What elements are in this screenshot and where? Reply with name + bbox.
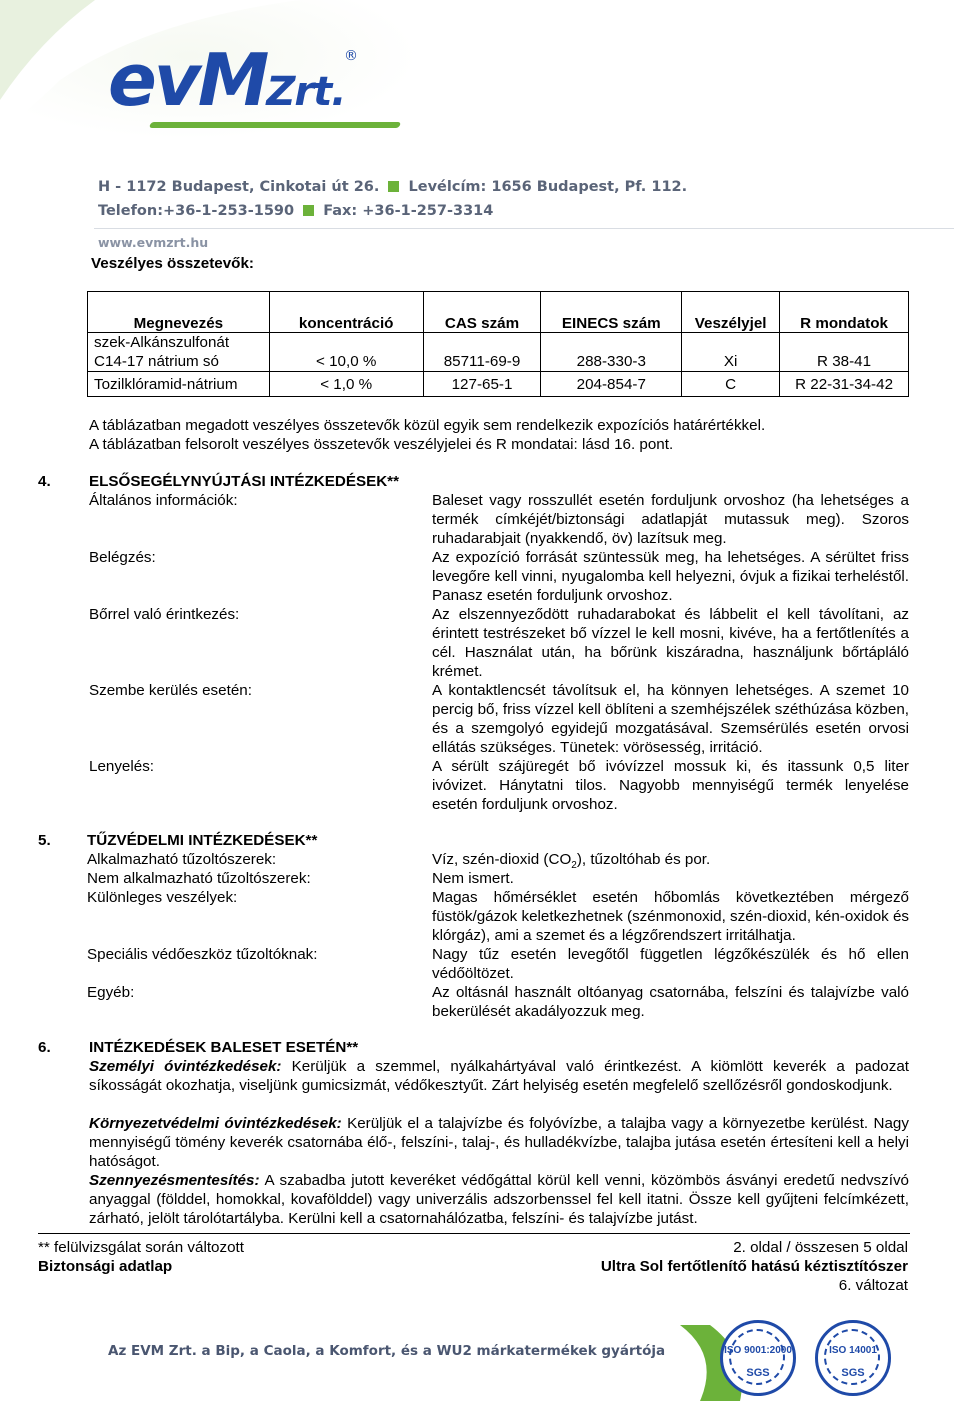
table-header-row <box>88 292 909 333</box>
column-header: koncentráció <box>269 292 423 333</box>
fire-text: Nagy tűz esetén levegőtől független légzőkészülék és hő ellen védőöltözet. <box>432 946 909 982</box>
first-aid-label: Bőrrel való érintkezés: <box>89 606 240 623</box>
environmental-precautions <box>89 1114 909 1171</box>
header-divider <box>94 228 954 229</box>
fax-text: Fax: +36-1-257-3314 <box>323 203 494 219</box>
paragraph-label: Környezetvédelmi óvintézkedések: <box>89 1115 342 1132</box>
component-name-line: szek-Alkánszulfonát <box>94 334 230 351</box>
logo-underline <box>149 122 401 128</box>
first-aid-label: Lenyelés: <box>89 758 155 775</box>
company-logo <box>108 38 346 122</box>
address-text: H - 1172 Budapest, Cinkotai út 26. <box>98 179 380 195</box>
fire-label: Speciális védőeszköz tűzoltóknak: <box>87 946 318 963</box>
column-header: R mondatok <box>780 292 909 333</box>
first-aid-text: A sérült szájüregét bő ivóvízzel mossuk ki, és itassunk 0,5 liter ivóvizet. Hánytatni tilos. Nagyobb mennyiségű termék lenyelése esetén forduljunk orvoshoz. <box>432 758 909 813</box>
iso-9001-badge <box>720 1320 796 1396</box>
fire-text: Nem ismert. <box>432 870 514 887</box>
product-name: Ultra Sol fertőtlenítő hatású kéztisztítószer <box>600 1258 908 1275</box>
iso-14001-badge <box>815 1320 891 1396</box>
table-row <box>88 333 909 372</box>
table-cell: R 22-31-34-42 <box>780 372 909 397</box>
table-cell <box>88 333 270 372</box>
hazardous-components-table <box>87 291 909 397</box>
table-cell: Tozilklóramid-nátrium <box>88 372 270 397</box>
badge-iso-text: ISO 14001 <box>829 1345 877 1356</box>
exposure-note: A táblázatban megadott veszélyes összetevők közül egyik sem rendelkezik expozíciós határértékkel. <box>89 417 766 434</box>
green-square-icon <box>388 181 399 192</box>
fire-text: Az oltásnál használt oltóanyag csatornába, felszíni és talajvízbe való bekerülését akadályozzuk meg. <box>432 984 909 1020</box>
logo-suffix: Zrt. <box>266 69 346 115</box>
first-aid-text: Az elszennyeződött ruhadarabokat és lábbelit el kell távolítani, az érintett testrészeket bő vízzel le kell mosni, kivéve, ha a fertőtlenítés a cél. Használat után, ha bőrünk kiszáradna, használjunk bőrtápláló krémet. <box>432 606 909 680</box>
r-phrase-note: A táblázatban felsorolt veszélyes összetevők veszélyjelei és R mondatai: lásd 16. pont. <box>89 436 674 453</box>
subscript: 2 <box>571 860 577 872</box>
table-cell: 85711-69-9 <box>423 333 541 372</box>
first-aid-label: Általános információk: <box>89 492 238 509</box>
personal-precautions <box>89 1057 909 1095</box>
logo-main-text: evM <box>108 38 267 122</box>
fire-label: Alkalmazható tűzoltószerek: <box>87 851 277 868</box>
hazardous-title: Veszélyes összetevők: <box>91 255 254 272</box>
section-number: 4. <box>38 473 51 490</box>
table-cell: 288-330-3 <box>541 333 682 372</box>
phone-text: Telefon:+36-1-253-1590 <box>98 203 295 219</box>
badge-iso-text: ISO 9001:2000 <box>724 1345 792 1356</box>
paragraph-text: Kerüljük a szemmel, nyálkahártyával való érintkezést. A kiömlött keverék a padozat síkosságát okozhatja, viseljünk gumicsizmát, védőkesztyűt. Zárt helyiség esetén megfelelő szellőzésről gondoskodjunk. <box>89 1058 910 1094</box>
table-cell: Xi <box>682 333 780 372</box>
website-link[interactable]: www.evmzrt.hu <box>98 235 209 250</box>
column-header: Veszélyjel <box>682 292 780 333</box>
component-name-line: C14-17 nátrium só <box>94 353 219 370</box>
first-aid-text: A kontaktlencsét távolítsuk el, ha könnyen lehetséges. A szemet 10 percig bő, friss vízzel kell öblíteni a szemhéjszélek széthúzása közben, és a szemgolyó egyidejű mozgatásával. Szemsérülés esetén orvosi ellátás szükséges. Tünetek: vörösesség, irritáció. <box>432 682 909 756</box>
paragraph-text: Kerüljük el a talajvízbe és folyóvízbe, a talajba vagy a környezetbe kerülést. Nagy mennyiségű tömény keverék csatornába élő-, felszíni-, talaj-, és hulladékvízbe, talajba jutása esetén értesíteni kell a helyi hatóságot. <box>89 1115 909 1170</box>
first-aid-text: Baleset vagy rosszullét esetén forduljunk orvoshoz (ha lehetséges a termék címkéjét/biztonsági adatlapját mutassuk meg). Szoros ruhadarabjait (nyakkendő, öv) lazítsuk meg. <box>432 492 909 547</box>
fire-text-part: ), tűzoltóhab és por. <box>576 851 711 868</box>
footer-note: ** felülvizsgálat során változott <box>38 1239 244 1256</box>
table-cell: 127-65-1 <box>423 372 541 397</box>
badge-sgs-text: SGS <box>841 1367 865 1379</box>
section-number: 5. <box>38 832 51 849</box>
section-number: 6. <box>38 1039 51 1056</box>
section-title: ELSŐSEGÉLYNYÚJTÁSI INTÉZKEDÉSEK** <box>89 473 400 490</box>
registered-mark: ® <box>344 48 358 64</box>
first-aid-label: Belégzés: <box>89 549 156 566</box>
paragraph-label: Szennyezésmentesítés: <box>89 1172 260 1189</box>
phone-line <box>98 203 493 219</box>
column-header: Megnevezés <box>88 292 270 333</box>
green-square-icon <box>303 205 314 216</box>
mail-address-text: Levélcím: 1656 Budapest, Pf. 112. <box>408 179 688 195</box>
badge-sgs-text: SGS <box>746 1367 770 1379</box>
fire-text: Magas hőmérséklet esetén hőbomlás következtében mérgező füstök/gázok keletkezhetnek (szénmonoxid, szén-dioxid, kén-oxidok és klórgáz), ami a szemet és a légzőrendszert irritálhatja. <box>432 889 909 944</box>
section-title: TŰZVÉDELMI INTÉZKEDÉSEK** <box>87 832 318 849</box>
column-header: CAS szám <box>423 292 541 333</box>
fire-label: Különleges veszélyek: <box>87 889 238 906</box>
paragraph-text: A szabadba jutott keveréket védőgáttal körül kell venni, közömbös ásványi eredetű nedvszívó anyaggal (földdel, homokkal, kovafölddel) vagy univerzális adszorbenssel fel kell itatni. Össze kell gyűjteni felcímkézett, zárható, jelölt tárolótartályba. Kerülni kell a csatornahálózatba, felszíni- és talajvízbe jutást. <box>89 1172 909 1227</box>
column-header: EINECS szám <box>541 292 682 333</box>
first-aid-label: Szembe kerülés esetén: <box>89 682 252 699</box>
section-title: INTÉZKEDÉSEK BALESET ESETÉN** <box>89 1039 359 1056</box>
table-cell: < 1,0 % <box>269 372 423 397</box>
paragraph-label: Személyi óvintézkedések: <box>89 1058 282 1075</box>
brands-line: Az EVM Zrt. a Bip, a Caola, a Komfort, és a WU2 márkatermékek gyártója <box>108 1343 666 1359</box>
page-number: 2. oldal / összesen 5 oldal <box>733 1239 908 1256</box>
fire-label: Egyéb: <box>87 984 135 1001</box>
fire-label: Nem alkalmazható tűzoltószerek: <box>87 870 311 887</box>
address-line <box>98 179 687 195</box>
table-row <box>88 372 909 397</box>
table-cell: C <box>682 372 780 397</box>
document-type: Biztonsági adatlap <box>38 1258 173 1275</box>
first-aid-text: Az expozíció forrását szüntessük meg, ha lehetséges. A sérültet friss levegőre kell vinni, nyugalomba kell helyezni, óvjuk a fizikai terheléstől. Panasz esetén forduljunk orvoshoz. <box>432 549 909 604</box>
footer-divider <box>38 1233 910 1234</box>
version: 6. változat <box>838 1277 908 1294</box>
table-cell: 204-854-7 <box>541 372 682 397</box>
decontamination <box>89 1171 909 1228</box>
fire-text-part: Víz, szén-dioxid (CO <box>432 851 572 868</box>
table-cell: < 10,0 % <box>269 333 423 372</box>
table-cell: R 38-41 <box>780 333 909 372</box>
